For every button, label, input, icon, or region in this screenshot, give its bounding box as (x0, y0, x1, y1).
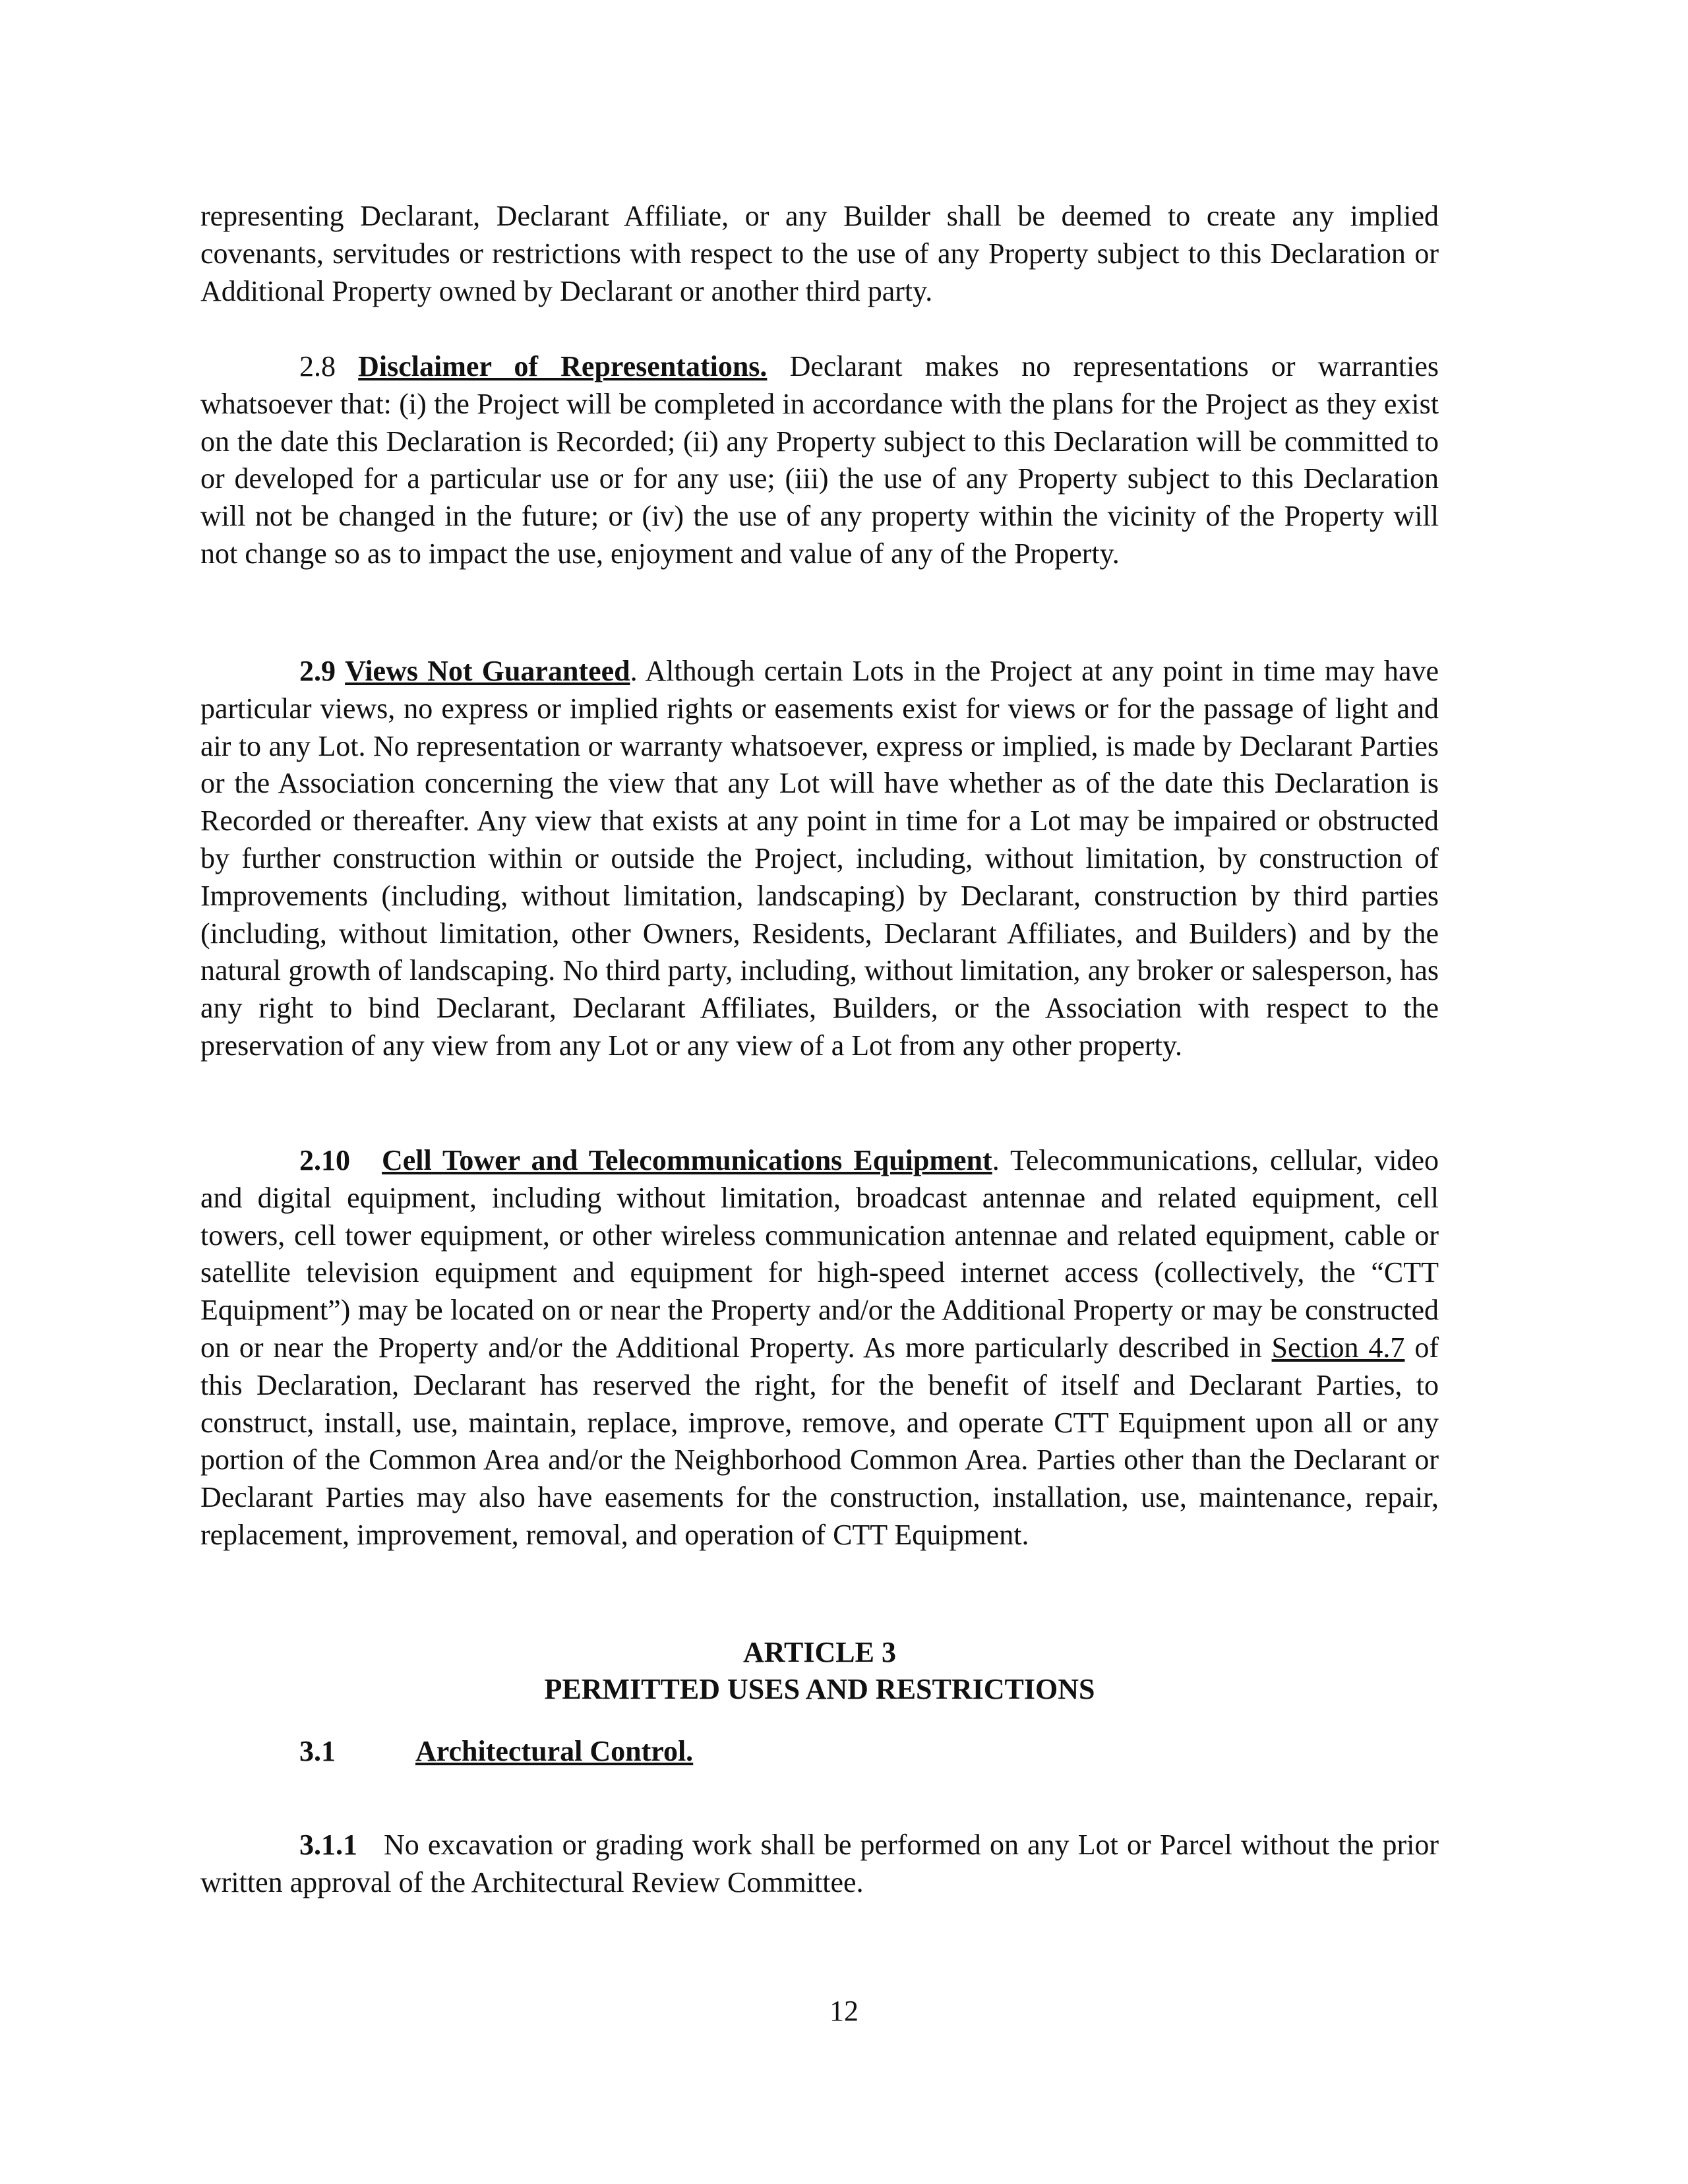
paragraph-2-8-heading: Disclaimer of Representations. (358, 350, 768, 382)
continuation-text: representing Declarant, Declarant Affiliate, or any Builder shall be deemed to create any implied covenants, servitudes or restrictions with respect to the use of any Property subject to this Declaration or Additional Property owned by Declarant or another third party. (200, 200, 1439, 307)
paragraph-2-10-text-before: . Telecommunications, cellular, video and digital equipment, including without limitation, broadcast antennae and related equipment, cell towers, cell tower equipment, or other wireless communication antennae and related equipment, cable or satellite television equipment and equipment for high-speed internet access (collectively, the “CTT Equipment”) may be located on or near the Property and/or the Additional Property or may be constructed on or near the Property and/or the Additional Property. As more particularly described in (200, 1144, 1439, 1364)
paragraph-2-8-number: 2.8 (299, 350, 336, 382)
paragraph-2-10-text-after: of this Declaration, Declarant has reserved the right, for the benefit of itself and Declarant Parties, to construct, install, use, maintain, replace, improve, remove, and operate CTT Equipment upon all or any portion of the Common Area and/or the Neighborhood Common Area. Parties other than the Declarant or Declarant Parties may also have easements for the construction, installation, use, maintenance, repair, replacement, improvement, removal, and operation of CTT Equipment. (200, 1331, 1439, 1551)
page-number: 12 (829, 1995, 859, 2027)
paragraph-2-10-number: 2.10 (299, 1144, 350, 1176)
paragraph-2-9-number: 2.9 (299, 655, 336, 687)
paragraph-2-8-text: Declarant makes no representations or warranties whatsoever that: (i) the Project will be completed in accordance with the plans for the Project as they exist on the date this Declaration is Recorded; (ii) any Property subject to this Declaration will be committed to or developed for a particular use or for any use; (iii) the use of any Property subject to this Declaration will not be changed in the future; or (iv) the use of any property within the vicinity of the Property will not change so as to impact the use, enjoyment and value of any of the Property. (200, 350, 1439, 570)
paragraph-3-1-1-text: No excavation or grading work shall be performed on any Lot or Parcel without the prior written approval of the Architectural Review Committee. (200, 1829, 1439, 1898)
article-heading (200, 1634, 1439, 1708)
article-title: PERMITTED USES AND RESTRICTIONS (544, 1673, 1095, 1705)
paragraph-2-10-heading: Cell Tower and Telecommunications Equipment (382, 1144, 992, 1176)
continuation-paragraph (200, 198, 1439, 310)
section-3-1-number: 3.1 (299, 1735, 336, 1767)
paragraph-2-10 (200, 1142, 1439, 1554)
section-3-1-heading (299, 1733, 693, 1770)
paragraph-3-1-1-number: 3.1.1 (299, 1829, 357, 1861)
paragraph-2-9-text: . Although certain Lots in the Project at any point in time may have particular views, no express or implied rights or easements exist for views or for the passage of light and air to any Lot. No representation or warranty whatsoever, express or implied, is made by Declarant Parties or the Association concerning the view that any Lot will have whether as of the date this Declaration is Recorded or thereafter. Any view that exists at any point in time for a Lot may be impaired or obstructed by further construction within or outside the Project, including, without limitation, by construction of Improvements (including, without limitation, landscaping) by Declarant, construction by third parties (including, without limitation, other Owners, Residents, Declarant Affiliates, and Builders) and by the natural growth of landscaping. No third party, including, without limitation, any broker or salesperson, has any right to bind Declarant, Declarant Affiliates, Builders, or the Association with respect to the preservation of any view from any Lot or any view of a Lot from any other property. (200, 655, 1439, 1062)
paragraph-2-8 (200, 348, 1439, 573)
section-3-1-title: Architectural Control. (415, 1735, 694, 1767)
section-4-7-reference: Section 4.7 (1271, 1331, 1405, 1364)
paragraph-2-9 (200, 653, 1439, 1065)
paragraph-3-1-1 (200, 1827, 1439, 1902)
paragraph-2-9-heading: Views Not Guaranteed (345, 655, 630, 687)
article-label: ARTICLE 3 (743, 1636, 896, 1668)
